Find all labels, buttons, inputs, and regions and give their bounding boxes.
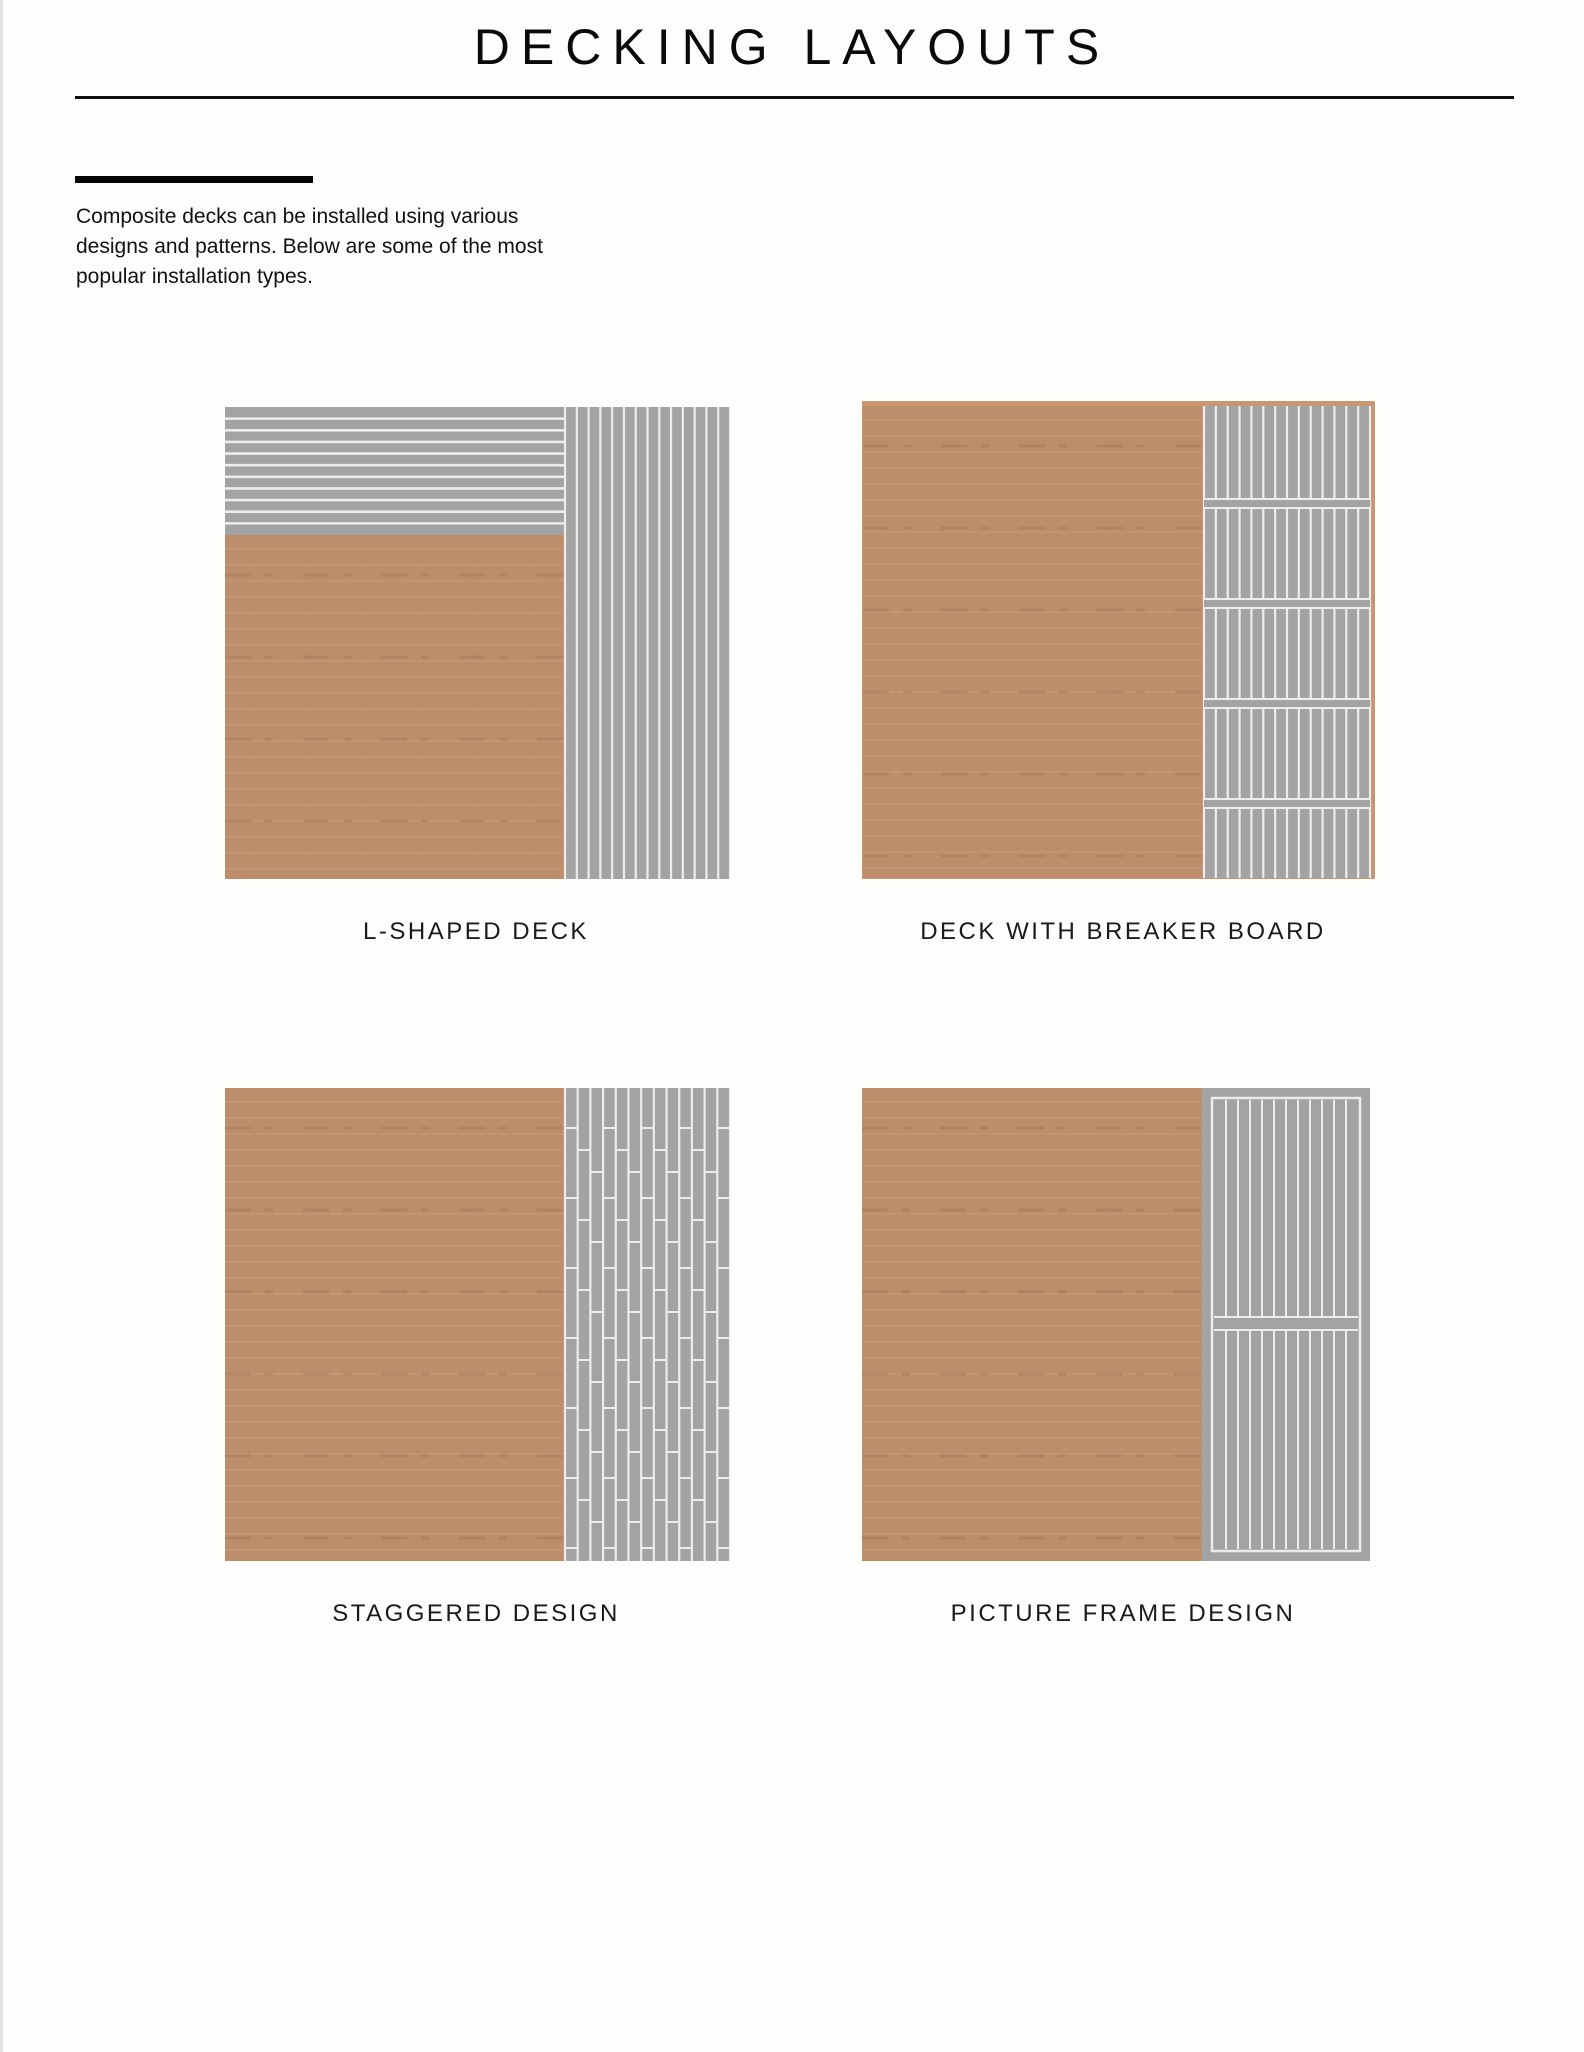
- breaker-board: [1204, 599, 1370, 608]
- page-title: DECKING LAYOUTS: [473, 19, 1111, 75]
- accent-bar: [75, 176, 313, 183]
- intro-paragraph: Composite decks can be installed using various designs and patterns. Below are some of the most popular installation types.: [76, 205, 543, 288]
- frame-center-board: [1214, 1317, 1358, 1330]
- l-shaped-deck-caption: L-SHAPED DECK: [363, 918, 589, 945]
- grey-decking-area: [225, 407, 565, 535]
- breaker-board: [1204, 699, 1370, 708]
- breaker-board: [1204, 499, 1370, 508]
- wood-decking-area: [863, 406, 1203, 878]
- breaker-board: [1204, 799, 1370, 808]
- wood-decking-area: [225, 1088, 565, 1561]
- wood-decking-area: [862, 1088, 1202, 1561]
- page-left-edge: [0, 0, 3, 2052]
- title-divider: [75, 96, 1514, 99]
- picture-frame-deck-caption: PICTURE FRAME DESIGN: [950, 1600, 1296, 1627]
- breaker-board-deck-illustration: [862, 401, 1375, 879]
- staggered-deck-caption: STAGGERED DESIGN: [332, 1600, 620, 1627]
- breaker-board-deck-caption: DECK WITH BREAKER BOARD: [920, 918, 1326, 945]
- picture-frame-deck-illustration: [862, 1088, 1370, 1561]
- staggered-deck-illustration: [225, 1088, 730, 1561]
- wood-decking-area: [225, 535, 565, 879]
- l-shaped-deck-illustration: [225, 407, 730, 879]
